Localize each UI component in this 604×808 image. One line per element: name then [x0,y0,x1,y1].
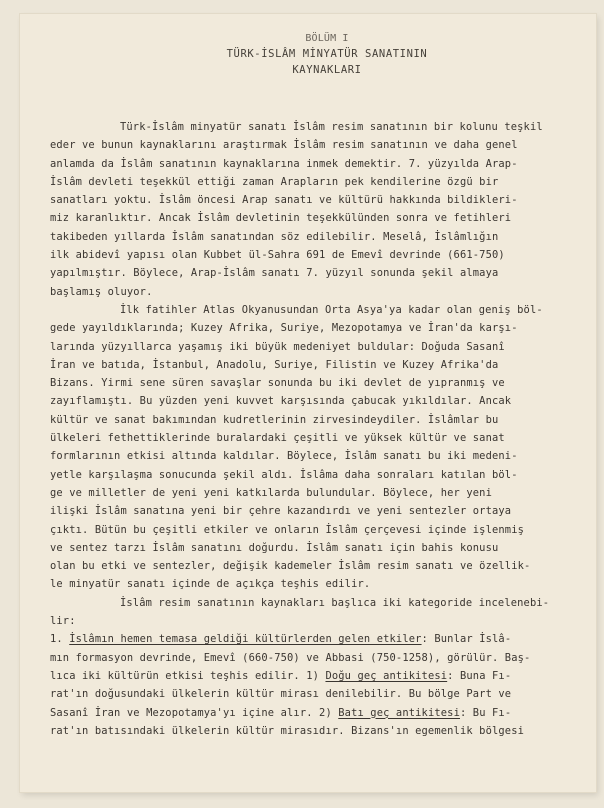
text-line [50,575,584,593]
text-run: lıca iki kültürün etkisi teşhis edilir. 1) [50,669,326,682]
body-text [50,118,584,740]
text-run: lir: [50,615,76,628]
text-line [50,685,584,703]
text-run: İslâm resim sanatının kaynakları başlıca iki kategoride incelenebi- [120,596,550,609]
text-line [50,630,584,648]
text-line [50,338,584,356]
text-line [50,283,584,301]
underlined-term: Batı geç antikitesi [338,706,460,719]
text-line [50,521,584,539]
text-run: anlamda da İslâm sanatının kaynaklarına inmek demektir. 7. yüzyılda Arap- [50,157,518,170]
text-run: takibeden yıllarda İslâm sanatından söz edilebilir. Meselâ, İslâmlığın [50,230,499,243]
text-run: yetle karşılaşma sonucunda şekil aldı. İslâma daha sonraları katılan böl- [50,468,518,481]
text-line [50,155,584,173]
text-line [50,209,584,227]
text-line [50,557,584,575]
text-run: ilk abidevî yapısı olan Kubbet ül-Sahra 691 de Emevî devrinde (661-750) [50,249,505,262]
text-line [50,649,584,667]
text-run: ve sentez tarzı İslâm sanatını doğurdu. İslâm sanatı için bahis konusu [50,541,499,554]
text-line [50,502,584,520]
text-line [50,228,584,246]
title-spacer [50,78,584,118]
document-page [20,14,596,792]
text-run: İran ve batıda, İstanbul, Anadolu, Suriye, Filistin ve Kuzey Afrika'da [50,358,499,371]
text-line [50,612,584,630]
text-line [50,264,584,282]
text-line [50,411,584,429]
text-run: : Buna Fı- [447,669,512,682]
text-run: : Bunlar İslâ- [421,633,512,646]
text-line [50,136,584,154]
text-run: rat'ın doğusundaki ülkelerin kültür mirası denilebilir. Bu bölge Part ve [50,688,512,701]
text-run: formlarının etkisi altında kaldılar. Böylece, İslâm sanatı bu iki medeni- [50,450,518,463]
text-run: çıktı. Bütün bu çeşitli etkiler ve onların İslâm çerçevesi içinde işlenmiş [50,523,525,536]
text-line [50,539,584,557]
text-run: ilişki İslâm sanatına yeni bir çehre kazandırdı ve yeni sentezler ortaya [50,505,512,518]
text-run: : Bu Fı- [459,706,512,719]
text-line [50,191,584,209]
text-line [50,484,584,502]
text-line [50,704,584,722]
text-line [50,447,584,465]
title-line-2: KAYNAKLARI [292,64,362,76]
text-run: le minyatür sanatı içinde de açıkça teşhis edilir. [50,578,371,591]
text-run: Bizans. Yirmi sene süren savaşlar sonunda bu iki devlet de yıpranmış ve [50,377,505,390]
text-run: 1. [50,633,70,646]
text-line [50,594,584,612]
text-run: İslâm devleti teşekkül ettiği zaman Arapların pek kendilerine özgü bir [50,175,499,188]
page-content [50,32,584,784]
text-run: eder ve bunun kaynaklarını araştırmak İslâm resim sanatının ve daha genel [50,139,518,152]
text-line [50,466,584,484]
text-line [50,722,584,740]
text-line [50,173,584,191]
text-run: ge ve milletler de yeni yeni katkılarda bulundular. Böylece, her yeni [50,486,492,499]
text-run: gede yayıldıklarında; Kuzey Afrika, Suriye, Mezopotamya ve İran'da karşı- [50,322,518,335]
text-run: mın formasyon devrinde, Emevî (660-750) ve Abbasi (750-1258), görülür. Baş- [50,651,531,664]
text-line [50,374,584,392]
underlined-term: Doğu geç antikitesi [325,669,448,682]
text-line [50,319,584,337]
text-line [50,356,584,374]
text-run: olan bu etki ve sentezler, değişik kademeler İslâm resim sanatı ve özellik- [50,560,531,573]
title-line-1: TÜRK-İSLÂM MİNYATÜR SANATININ [226,48,428,60]
underlined-term: İslâmın hemen temasa geldiği kültürlerden gelen etkiler [69,633,422,646]
text-run: kültür ve sanat bakımından kudretlerinin zirvesindeydiler. İslâmlar bu [50,413,499,426]
text-run: Sasanî İran ve Mezopotamya'yı içine alır. 2) [50,706,339,719]
text-run: rat'ın batısındaki ülkelerin kültür mirasıdır. Bizans'ın egemenlik bölgesi [50,724,525,737]
text-run: başlamış oluyor. [50,285,153,298]
section-mark: BÖLÜM I [305,33,349,44]
text-run: zayıflamıştı. Bu yüzden yeni kuvvet karşısında çabucak yıkıldılar. Ancak [50,395,512,408]
text-run: ülkeleri fethettiklerinde buralardaki çeşitli ve yüksek kültür ve sanat [50,432,505,445]
text-run: miz karanlıktır. Ancak İslâm devletinin teşekkülünden sonra ve fetihleri [50,212,512,225]
text-line [50,392,584,410]
text-run: İlk fatihler Atlas Okyanusundan Orta Asya'ya kadar olan geniş böl- [120,303,543,316]
text-run: yapılmıştır. Böylece, Arap-İslâm sanatı 7. yüzyıl sonunda şekil almaya [50,267,499,280]
text-line [50,118,584,136]
text-line [50,301,584,319]
text-line [50,246,584,264]
text-run: Türk-İslâm minyatür sanatı İslâm resim sanatının bir kolunu teşkil [120,121,543,133]
text-line [50,429,584,447]
text-run: larında yüzyıllarca yaşamış iki büyük medeniyet buldular: Doğuda Sasanî [50,340,505,353]
text-line [50,667,584,685]
text-run: sanatları yoktu. İslâm öncesi Arap sanatı ve kültürü hakkında bildikleri- [50,194,518,207]
